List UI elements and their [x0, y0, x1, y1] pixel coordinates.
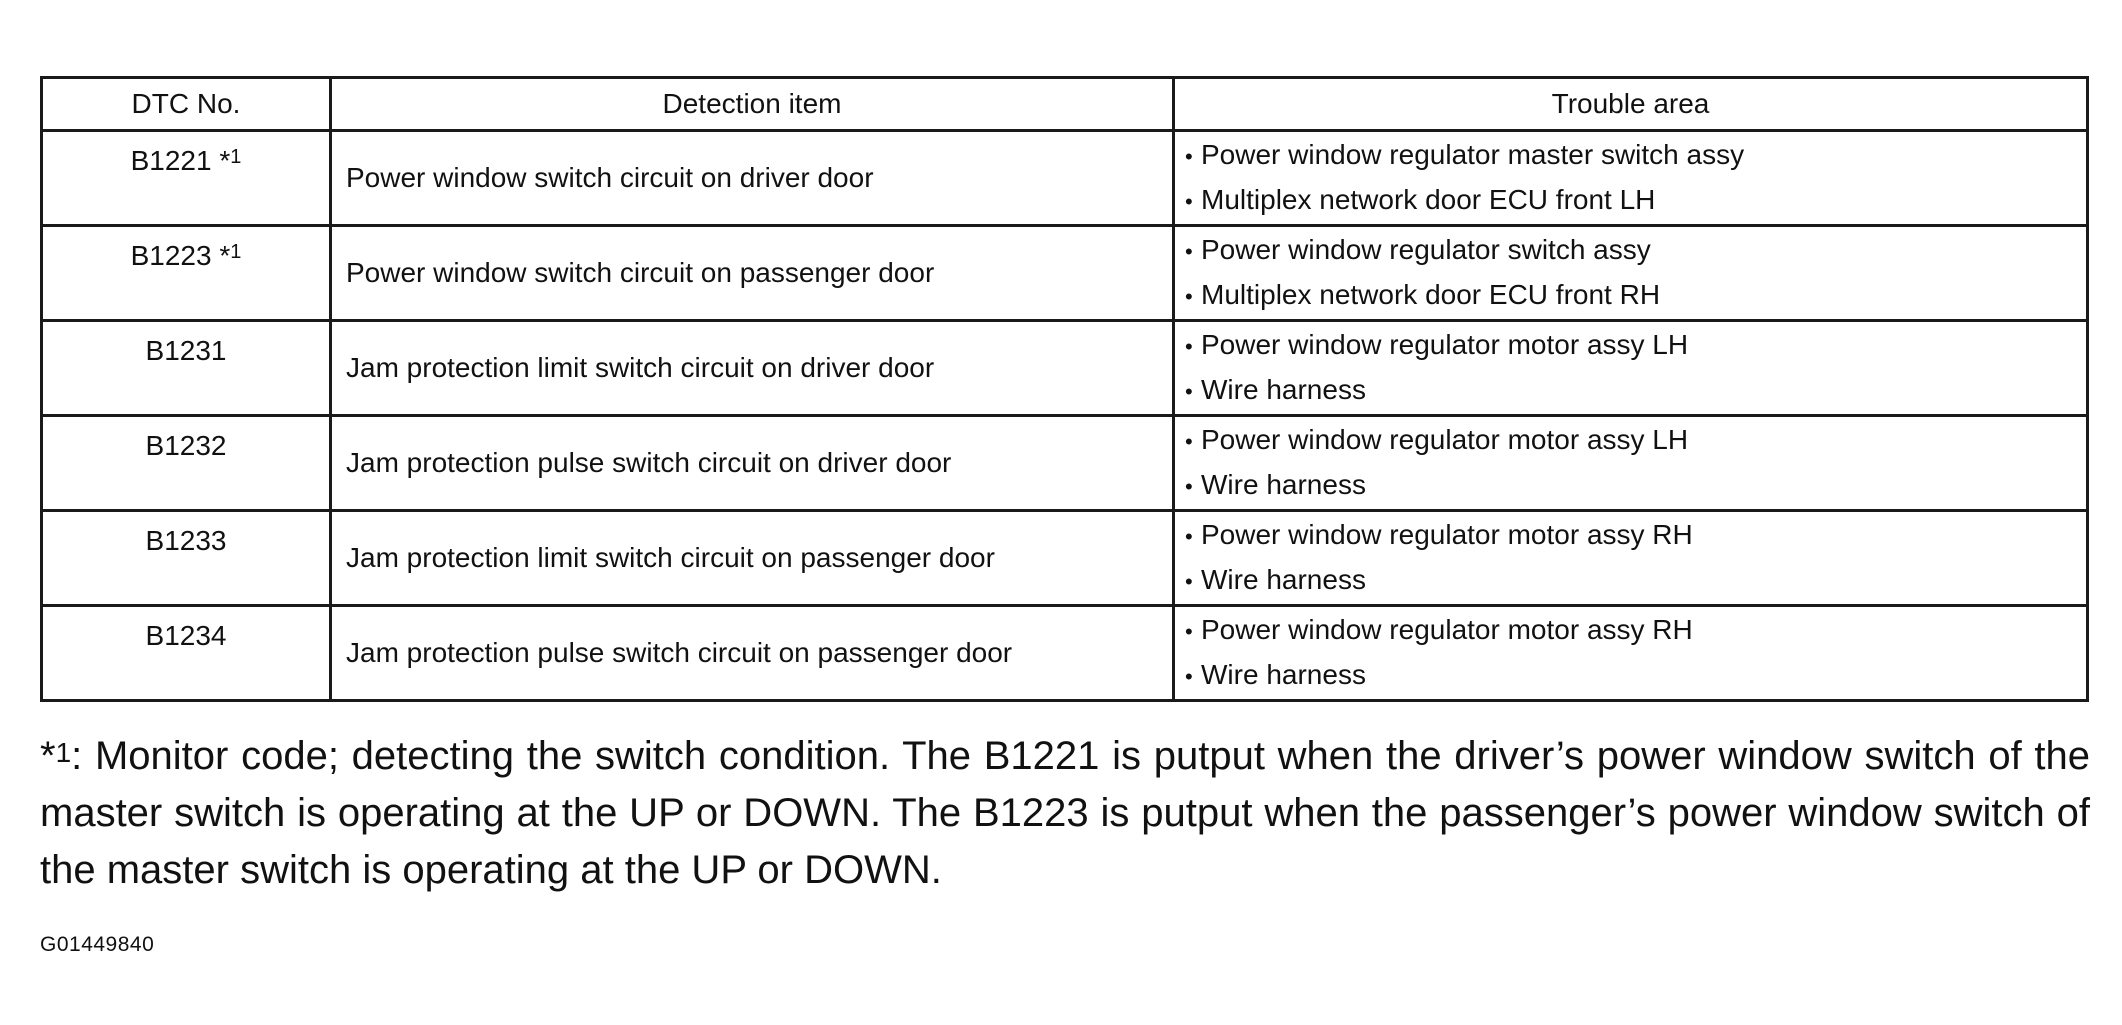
- trouble-area-list: [1185, 228, 2086, 318]
- footnote-text: : Monitor code; detecting the switch condition. The B1221 is putput when the driver’s power window switch of the master switch is operating at the UP or DOWN. The B1223 is putput when the passenger’s power window switch of the master switch is operating at the UP or DOWN.: [40, 734, 2090, 892]
- trouble-area-list: [1185, 323, 2086, 413]
- bullet-icon: •: [1185, 144, 1193, 169]
- trouble-area-cell: [1174, 511, 2088, 606]
- detection-item-cell: Power window switch circuit on driver door: [331, 131, 1174, 226]
- trouble-area-item: [1185, 178, 2086, 223]
- trouble-area-item: [1185, 418, 2086, 463]
- bullet-icon: •: [1185, 239, 1193, 264]
- dtc-code-cell: [42, 511, 331, 606]
- bullet-icon: •: [1185, 284, 1193, 309]
- trouble-area-list: [1185, 418, 2086, 508]
- dtc-code: B1231: [145, 335, 227, 366]
- dtc-code-cell: [42, 131, 331, 226]
- dtc-code-cell: [42, 416, 331, 511]
- trouble-area-text: Wire harness: [1201, 374, 1366, 405]
- bullet-icon: •: [1185, 569, 1193, 594]
- detection-item-cell: Jam protection pulse switch circuit on passenger door: [331, 606, 1174, 701]
- bullet-icon: •: [1185, 619, 1193, 644]
- bullet-icon: •: [1185, 474, 1193, 499]
- dtc-table: [40, 76, 2089, 702]
- trouble-area-item: [1185, 133, 2086, 178]
- detection-item-cell: Power window switch circuit on passenger door: [331, 226, 1174, 321]
- header-dtc-no: DTC No.: [42, 78, 331, 131]
- trouble-area-item: [1185, 513, 2086, 558]
- dtc-code: B1233: [145, 525, 227, 556]
- footnote: [40, 728, 2090, 899]
- bullet-icon: •: [1185, 189, 1193, 214]
- table-row: [42, 606, 2088, 701]
- table-row: [42, 416, 2088, 511]
- trouble-area-item: [1185, 368, 2086, 413]
- trouble-area-item: [1185, 653, 2086, 698]
- dtc-code-wrap: [43, 607, 329, 651]
- trouble-area-list: [1185, 133, 2086, 223]
- table-body: [42, 131, 2088, 701]
- bullet-icon: •: [1185, 524, 1193, 549]
- trouble-area-item: [1185, 228, 2086, 273]
- trouble-area-text: Power window regulator motor assy LH: [1201, 424, 1689, 455]
- dtc-code-cell: [42, 226, 331, 321]
- trouble-area-text: Power window regulator switch assy: [1201, 234, 1651, 265]
- table-header: [42, 78, 2088, 131]
- detection-item-cell: Jam protection limit switch circuit on passenger door: [331, 511, 1174, 606]
- dtc-code-wrap: [43, 132, 329, 176]
- bullet-icon: •: [1185, 379, 1193, 404]
- trouble-area-text: Wire harness: [1201, 469, 1366, 500]
- trouble-area-text: Power window regulator motor assy RH: [1201, 519, 1693, 550]
- trouble-area-item: [1185, 558, 2086, 603]
- dtc-code-wrap: [43, 322, 329, 366]
- trouble-area-cell: [1174, 416, 2088, 511]
- detection-item-cell: Jam protection limit switch circuit on driver door: [331, 321, 1174, 416]
- dtc-code-wrap: [43, 512, 329, 556]
- dtc-code: B1234: [145, 620, 227, 651]
- trouble-area-cell: [1174, 226, 2088, 321]
- footnote-mark-superscript: 1: [55, 737, 72, 768]
- dtc-code: B1221: [130, 145, 212, 176]
- detection-item-cell: Jam protection pulse switch circuit on driver door: [331, 416, 1174, 511]
- trouble-area-text: Wire harness: [1201, 659, 1366, 690]
- trouble-area-item: [1185, 463, 2086, 508]
- figure-id: G01449840: [40, 933, 155, 956]
- header-detection-item: Detection item: [331, 78, 1174, 131]
- trouble-area-text: Power window regulator master switch assy: [1201, 139, 1745, 170]
- dtc-code-wrap: [43, 227, 329, 271]
- dtc-code-cell: [42, 606, 331, 701]
- trouble-area-item: [1185, 608, 2086, 653]
- dtc-footnote-mark: *$^1$: [219, 240, 242, 271]
- bullet-icon: •: [1185, 334, 1193, 359]
- header-trouble-area: Trouble area: [1174, 78, 2088, 131]
- trouble-area-cell: [1174, 131, 2088, 226]
- table-row: [42, 131, 2088, 226]
- bullet-icon: •: [1185, 664, 1193, 689]
- dtc-code-wrap: [43, 417, 329, 461]
- trouble-area-text: Power window regulator motor assy LH: [1201, 329, 1689, 360]
- trouble-area-cell: [1174, 606, 2088, 701]
- trouble-area-list: [1185, 513, 2086, 603]
- trouble-area-item: [1185, 323, 2086, 368]
- trouble-area-text: Wire harness: [1201, 564, 1366, 595]
- footnote-mark: *: [40, 734, 56, 778]
- dtc-footnote-mark: *$^1$: [219, 145, 242, 176]
- bullet-icon: •: [1185, 429, 1193, 454]
- trouble-area-list: [1185, 608, 2086, 698]
- table-row: [42, 511, 2088, 606]
- header-row: [42, 78, 2088, 131]
- trouble-area-cell: [1174, 321, 2088, 416]
- dtc-code-cell: [42, 321, 331, 416]
- trouble-area-item: [1185, 273, 2086, 318]
- table-row: [42, 321, 2088, 416]
- trouble-area-text: Power window regulator motor assy RH: [1201, 614, 1693, 645]
- table-row: [42, 226, 2088, 321]
- dtc-code: B1223: [130, 240, 212, 271]
- dtc-code: B1232: [145, 430, 227, 461]
- trouble-area-text: Multiplex network door ECU front LH: [1201, 184, 1656, 215]
- trouble-area-text: Multiplex network door ECU front RH: [1201, 279, 1661, 310]
